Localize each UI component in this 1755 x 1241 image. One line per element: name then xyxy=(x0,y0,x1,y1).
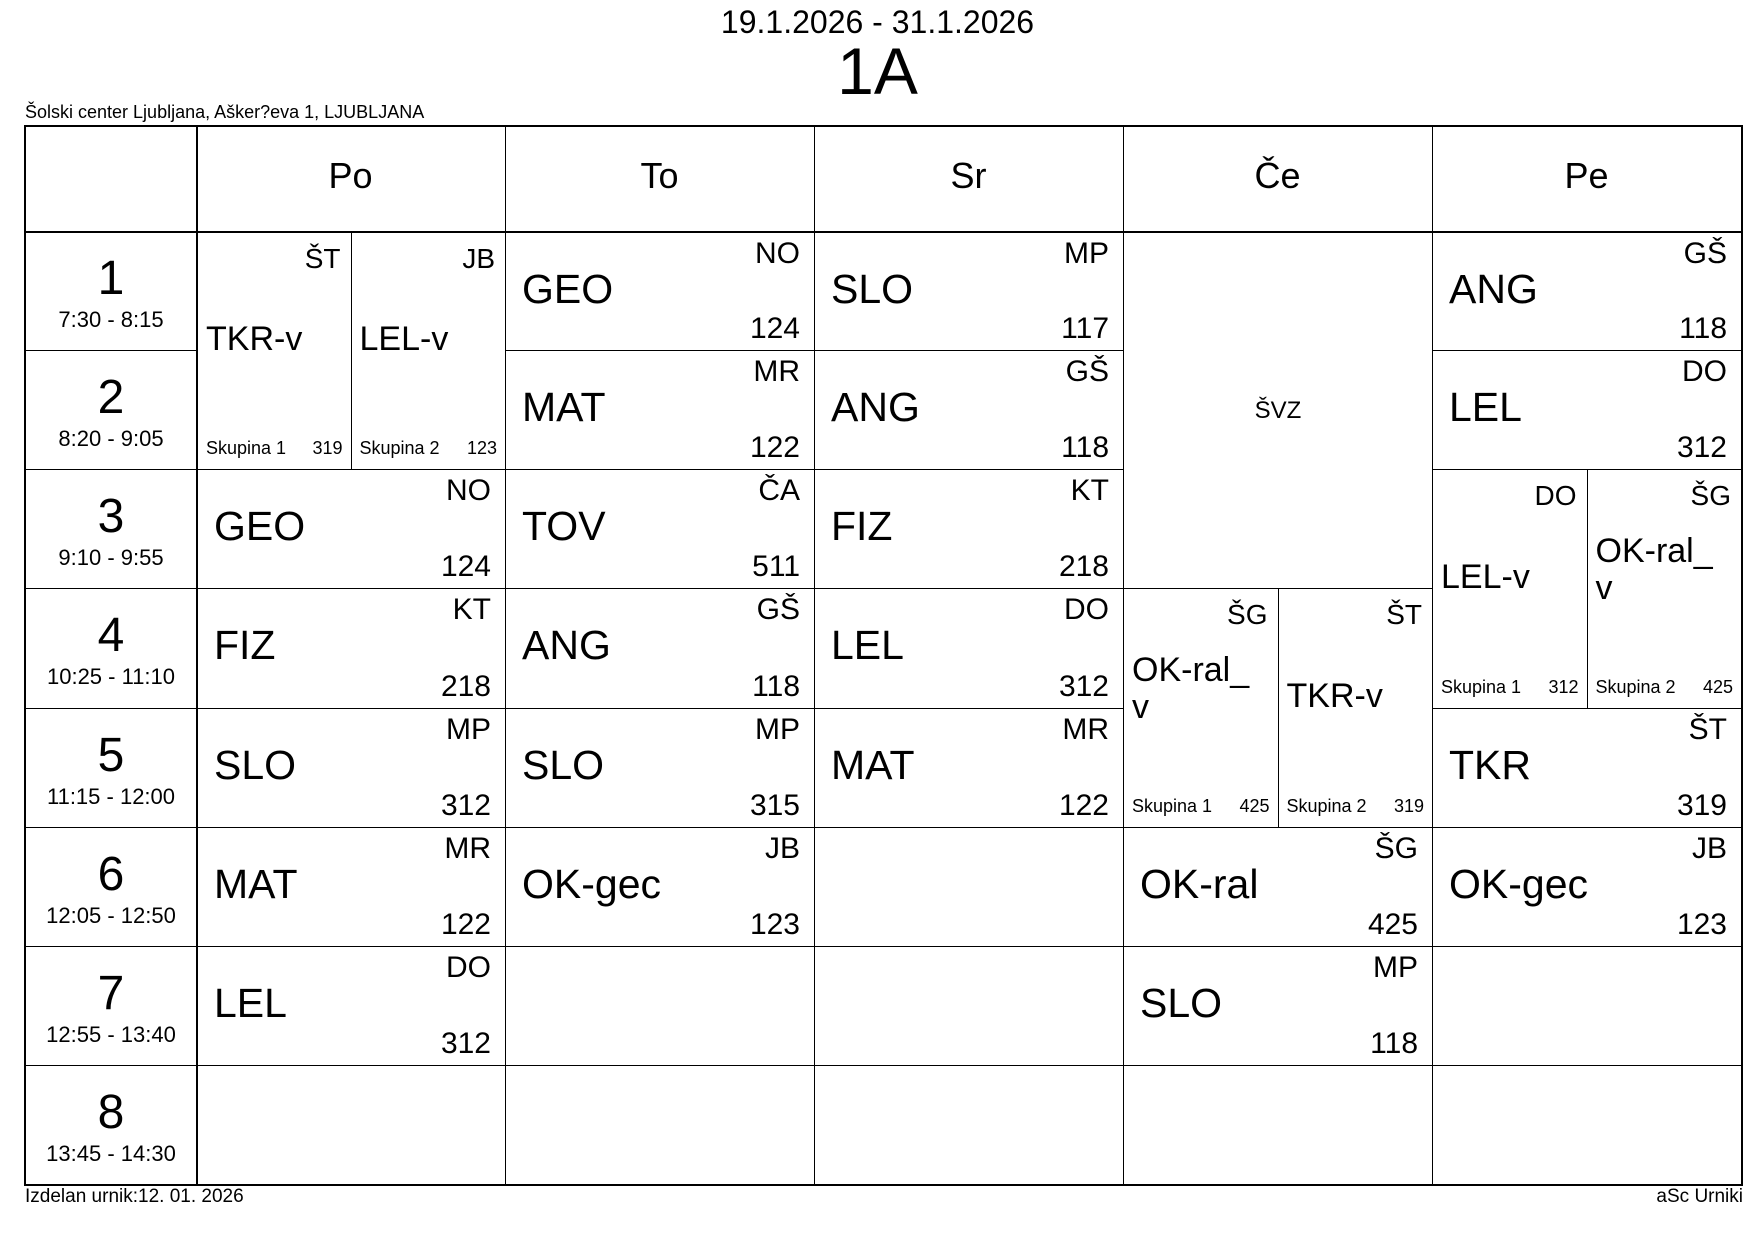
lesson-teacher: MR xyxy=(444,831,491,865)
created-date: Izdelan urnik:12. 01. 2026 xyxy=(25,1186,244,1207)
period-time: 12:55 - 13:40 xyxy=(46,1021,176,1047)
lesson-room: 124 xyxy=(749,312,800,346)
day-header: Sr xyxy=(950,155,987,196)
lesson-group: Skupina 1 xyxy=(1132,795,1213,816)
lesson-teacher: JB xyxy=(462,243,495,274)
period-time: 11:15 - 12:00 xyxy=(46,783,176,809)
lesson-teacher: NO xyxy=(755,237,800,270)
lesson-cell[interactable] xyxy=(815,709,1124,828)
lesson-room: 123 xyxy=(1676,907,1727,941)
lesson-cell[interactable] xyxy=(1279,589,1434,827)
lesson-subject: MAT xyxy=(522,384,606,431)
lesson-subject: TOV xyxy=(522,503,606,550)
lesson-room: 425 xyxy=(1367,907,1418,941)
lesson-room: 118 xyxy=(1370,1026,1418,1060)
period-label xyxy=(26,490,196,571)
lesson-cell[interactable] xyxy=(198,233,352,470)
lesson-subject: LEL xyxy=(214,979,287,1026)
lesson-cell[interactable] xyxy=(506,233,815,351)
period-number: 3 xyxy=(97,490,125,544)
lesson-cell[interactable] xyxy=(198,828,506,947)
lesson-teacher: MP xyxy=(755,712,800,746)
lesson-subject: ANG xyxy=(522,622,611,669)
lesson-subject: ANG xyxy=(1449,265,1538,312)
period-time: 9:10 - 9:55 xyxy=(58,545,164,571)
lesson-room: 312 xyxy=(440,1026,491,1060)
lesson-teacher: DO xyxy=(1064,593,1109,627)
lesson-cell[interactable] xyxy=(506,351,815,470)
lesson-subject: MAT xyxy=(831,741,915,788)
lesson-teacher: ŠG xyxy=(1690,480,1731,512)
lesson-subject: OK-gec xyxy=(1449,860,1588,907)
lesson-room: 218 xyxy=(440,669,491,703)
day-header: Če xyxy=(1254,155,1301,196)
lesson-cell[interactable] xyxy=(1124,589,1279,827)
lesson-subject: OK-ral_ v xyxy=(1132,651,1250,726)
lesson-cell[interactable] xyxy=(198,709,506,828)
lesson-teacher: GŠ xyxy=(1683,237,1727,270)
lesson-cell[interactable] xyxy=(1124,947,1433,1066)
period-number: 6 xyxy=(97,847,125,901)
timetable-grid xyxy=(24,125,1743,1186)
lesson-teacher: ŠG xyxy=(1374,831,1418,865)
lesson-teacher: ŠT xyxy=(1688,712,1727,746)
lesson-subject: OK-ral_ v xyxy=(1595,531,1713,607)
lesson-subject: FIZ xyxy=(831,503,893,550)
lesson-cell[interactable] xyxy=(506,709,815,828)
period-number: 7 xyxy=(97,966,125,1020)
date-range: 19.1.2026 - 31.1.2026 xyxy=(720,4,1035,40)
day-header: Pe xyxy=(1564,155,1609,196)
lesson-subject: TKR-v xyxy=(206,320,303,359)
period-label xyxy=(26,609,196,690)
lesson-subject: MAT xyxy=(214,860,298,907)
lesson-room: 117 xyxy=(1061,312,1109,346)
period-time: 8:20 - 9:05 xyxy=(58,426,164,452)
lesson-room: 312 xyxy=(1058,669,1109,703)
period-number: 5 xyxy=(97,728,125,782)
lesson-room: 319 xyxy=(312,438,343,459)
period-number: 8 xyxy=(97,1085,125,1139)
software-credit: aSc Urniki xyxy=(1656,1186,1743,1207)
lesson-subject: LEL xyxy=(1449,384,1522,431)
lesson-cell[interactable] xyxy=(815,589,1124,708)
day-header: To xyxy=(640,155,679,196)
lesson-cell[interactable] xyxy=(1433,709,1742,828)
lesson-teacher: ČA xyxy=(758,474,800,508)
grid-line xyxy=(26,469,196,470)
lesson-teacher: JB xyxy=(764,831,800,865)
lesson-room: 118 xyxy=(752,669,800,703)
lesson-subject: LEL xyxy=(831,622,904,669)
period-label xyxy=(26,371,196,452)
period-label xyxy=(26,966,196,1048)
lesson-cell[interactable] xyxy=(506,470,815,589)
lesson-room: 319 xyxy=(1676,788,1727,822)
lesson-cell[interactable] xyxy=(1124,828,1433,947)
lesson-group: Skupina 2 xyxy=(1286,795,1367,816)
grid-line xyxy=(26,588,196,589)
period-time: 12:05 - 12:50 xyxy=(46,902,176,928)
class-title: 1A xyxy=(837,34,918,108)
lesson-cell[interactable] xyxy=(1433,233,1742,351)
lesson-subject: ANG xyxy=(831,384,920,431)
lesson-room: 425 xyxy=(1239,795,1270,816)
lesson-cell[interactable] xyxy=(1433,828,1742,947)
lesson-cell[interactable] xyxy=(506,828,815,947)
lesson-cell[interactable] xyxy=(815,233,1124,351)
period-time: 7:30 - 8:15 xyxy=(58,307,164,332)
lesson-teacher: DO xyxy=(1534,480,1577,512)
lesson-subject: SLO xyxy=(1140,979,1223,1026)
lesson-teacher: GŠ xyxy=(756,593,800,627)
lesson-room: 315 xyxy=(749,788,800,822)
lesson-teacher: NO xyxy=(446,474,491,508)
lesson-subject: SLO xyxy=(831,265,914,312)
lesson-room: 118 xyxy=(1679,312,1727,346)
period-label xyxy=(26,252,196,333)
lesson-cell[interactable] xyxy=(815,470,1124,589)
lesson-subject: SLO xyxy=(522,741,605,788)
lesson-room: 319 xyxy=(1393,795,1424,816)
lesson-teacher: JB xyxy=(1691,831,1727,865)
grid-line xyxy=(26,708,196,709)
lesson-cell[interactable] xyxy=(1433,470,1588,708)
period-label xyxy=(26,1085,196,1167)
period-label xyxy=(26,847,196,929)
lesson-teacher: GŠ xyxy=(1065,355,1109,389)
day-header: Po xyxy=(328,155,373,196)
lesson-cell[interactable] xyxy=(352,233,507,470)
lesson-subject: OK-gec xyxy=(522,860,661,907)
lesson-subject: LEL-v xyxy=(1441,557,1530,596)
period-number: 1 xyxy=(97,252,125,305)
grid-line xyxy=(26,827,196,828)
lesson-cell[interactable] xyxy=(1124,233,1433,589)
lesson-subject: SLO xyxy=(214,741,297,788)
school-name: Šolski center Ljubljana, Ašker?eva 1, LJUBLJANA xyxy=(25,102,425,122)
lesson-room: 124 xyxy=(440,550,491,584)
grid-line xyxy=(26,350,196,351)
lesson-subject: ŠVZ xyxy=(1254,396,1302,424)
period-number: 4 xyxy=(97,609,125,663)
lesson-teacher: MP xyxy=(1064,237,1109,270)
lesson-teacher: KT xyxy=(1070,474,1109,508)
lesson-teacher: MP xyxy=(446,712,491,746)
period-label xyxy=(26,728,196,810)
lesson-teacher: KT xyxy=(452,593,491,627)
lesson-subject: GEO xyxy=(522,265,614,312)
lesson-room: 122 xyxy=(749,431,800,465)
period-time: 13:45 - 14:30 xyxy=(46,1140,176,1166)
lesson-room: 425 xyxy=(1702,676,1733,697)
lesson-room: 511 xyxy=(752,550,800,584)
lesson-group: Skupina 1 xyxy=(1441,676,1522,697)
period-time: 10:25 - 11:10 xyxy=(46,664,176,690)
lesson-room: 123 xyxy=(749,907,800,941)
lesson-teacher: MR xyxy=(1062,712,1109,746)
lesson-cell[interactable] xyxy=(198,947,506,1066)
lesson-group: Skupina 2 xyxy=(359,438,440,459)
lesson-cell[interactable] xyxy=(506,589,815,708)
lesson-room: 312 xyxy=(1676,431,1727,465)
lesson-teacher: ŠT xyxy=(1386,599,1422,631)
lesson-subject: FIZ xyxy=(214,622,276,669)
lesson-cell[interactable] xyxy=(198,589,506,708)
lesson-teacher: DO xyxy=(1682,355,1727,389)
lesson-room: 218 xyxy=(1058,550,1109,584)
lesson-subject: OK-ral xyxy=(1140,860,1259,907)
lesson-cell[interactable] xyxy=(1433,351,1742,470)
lesson-cell[interactable] xyxy=(198,470,506,589)
grid-line xyxy=(26,1065,196,1066)
lesson-room: 312 xyxy=(440,788,491,822)
lesson-subject: TKR xyxy=(1449,741,1531,788)
lesson-room: 122 xyxy=(1058,788,1109,822)
lesson-teacher: DO xyxy=(446,950,491,984)
lesson-teacher: ŠG xyxy=(1227,599,1268,631)
lesson-room: 312 xyxy=(1548,676,1579,697)
lesson-room: 123 xyxy=(466,438,497,459)
lesson-room: 118 xyxy=(1061,431,1109,465)
lesson-subject: LEL-v xyxy=(359,320,449,359)
lesson-teacher: MP xyxy=(1373,950,1418,984)
lesson-group: Skupina 2 xyxy=(1595,676,1676,697)
lesson-room: 122 xyxy=(440,907,491,941)
lesson-cell[interactable] xyxy=(1588,470,1743,708)
lesson-subject: TKR-v xyxy=(1286,677,1383,715)
lesson-subject: GEO xyxy=(214,503,306,550)
period-number: 2 xyxy=(97,371,125,425)
lesson-teacher: ŠT xyxy=(304,243,341,274)
grid-line xyxy=(26,946,196,947)
lesson-teacher: MR xyxy=(753,355,800,389)
lesson-group: Skupina 1 xyxy=(206,438,287,459)
lesson-cell[interactable] xyxy=(815,351,1124,470)
